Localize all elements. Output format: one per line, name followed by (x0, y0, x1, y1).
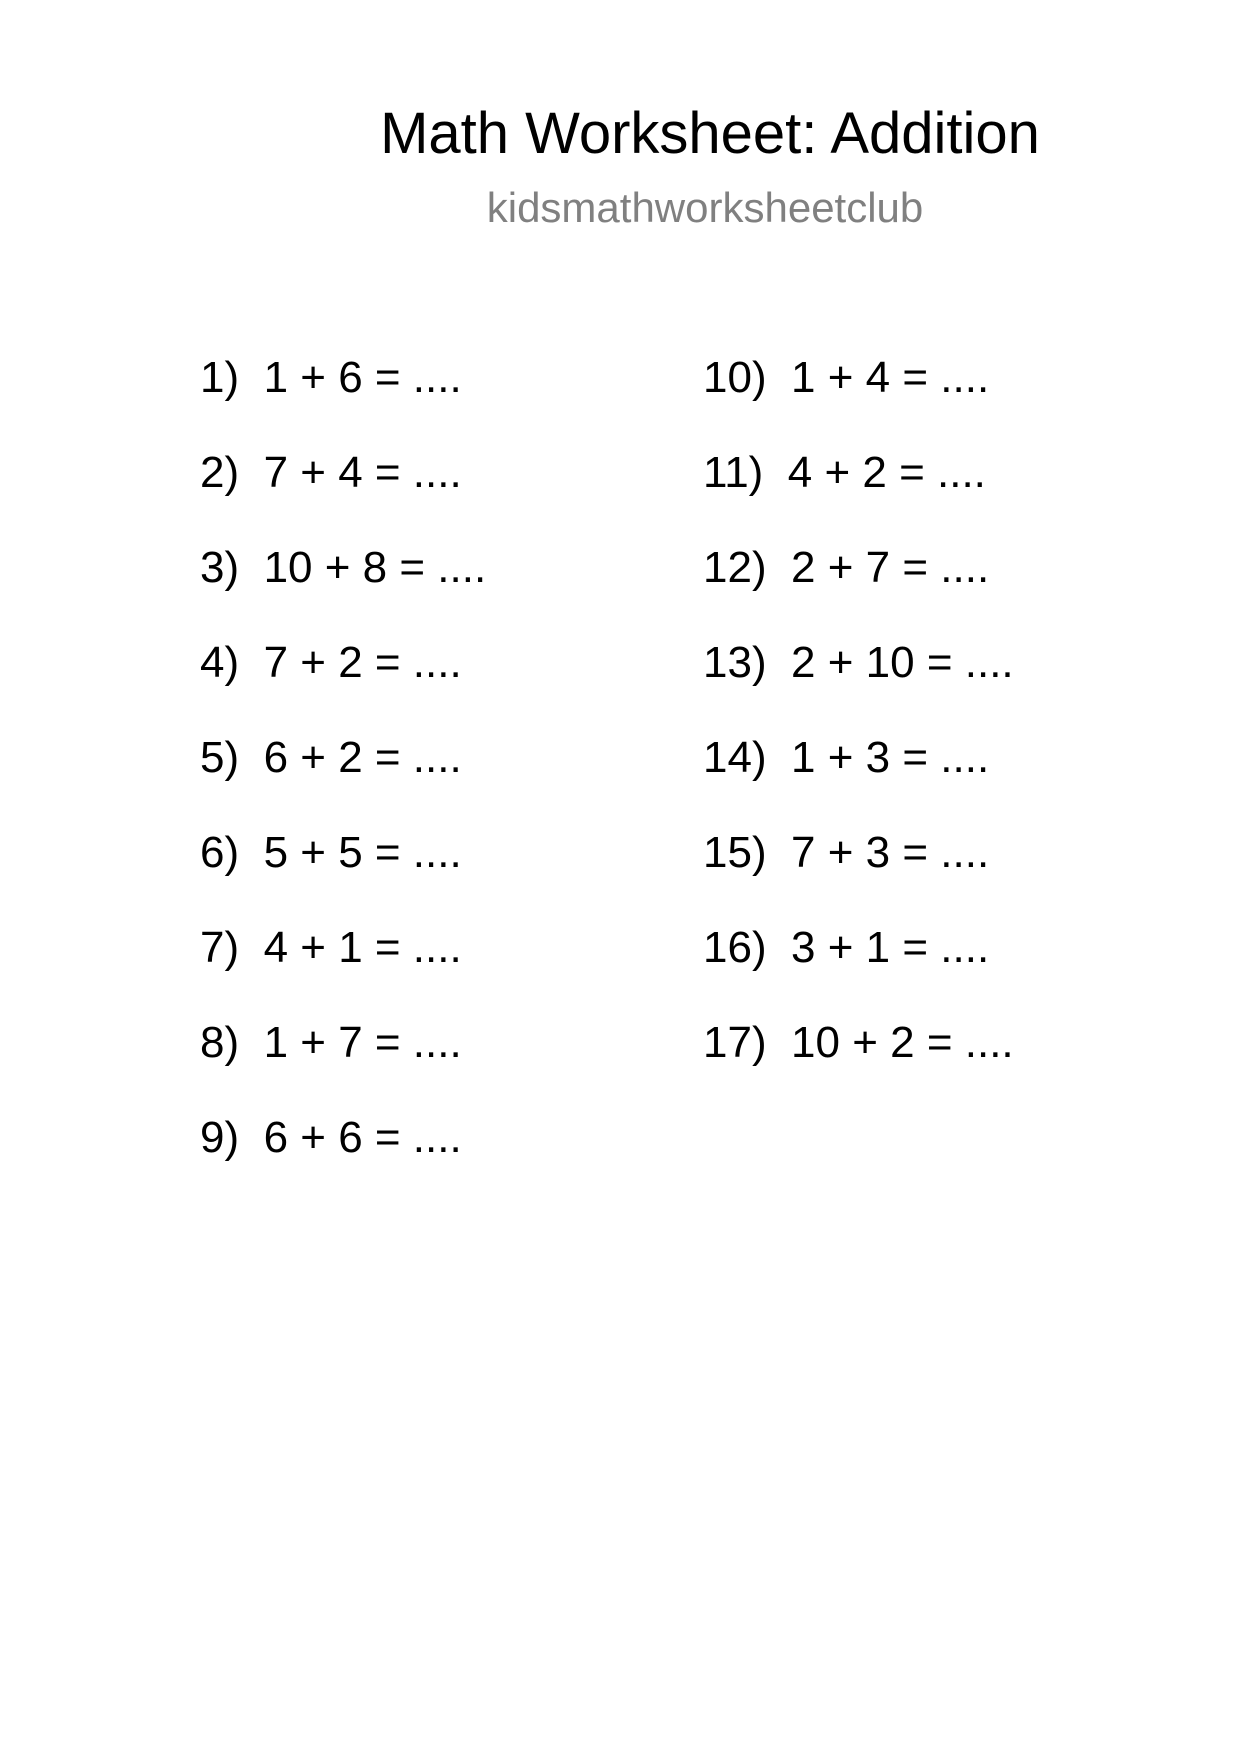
problem-13: 13) 2 + 10 = .... (703, 638, 1014, 687)
worksheet-subtitle: kidsmathworksheetclub (486, 184, 924, 231)
problem-6: 6) 5 + 5 = .... (200, 828, 462, 877)
problem-8: 8) 1 + 7 = .... (200, 1018, 462, 1067)
problem-2: 2) 7 + 4 = .... (200, 448, 462, 497)
problem-15: 15) 7 + 3 = .... (703, 828, 990, 877)
problem-3: 3) 10 + 8 = .... (200, 543, 487, 592)
problem-4: 4) 7 + 2 = .... (200, 638, 462, 687)
problem-17: 17) 10 + 2 = .... (703, 1018, 1014, 1067)
problem-5: 5) 6 + 2 = .... (200, 733, 462, 782)
problems-column-left (200, 350, 486, 1205)
worksheet-title: Math Worksheet: Addition (380, 101, 1040, 166)
problem-16: 16) 3 + 1 = .... (703, 923, 990, 972)
problem-11: 11) 4 + 2 = .... (703, 448, 986, 497)
problem-9: 9) 6 + 6 = .... (200, 1113, 462, 1162)
problem-12: 12) 2 + 7 = .... (703, 543, 990, 592)
problem-10: 10) 1 + 4 = .... (703, 353, 990, 402)
problem-14: 14) 1 + 3 = .... (703, 733, 990, 782)
problems-column-right (703, 350, 1014, 1110)
problem-1: 1) 1 + 6 = .... (200, 353, 462, 402)
problem-7: 7) 4 + 1 = .... (200, 923, 462, 972)
